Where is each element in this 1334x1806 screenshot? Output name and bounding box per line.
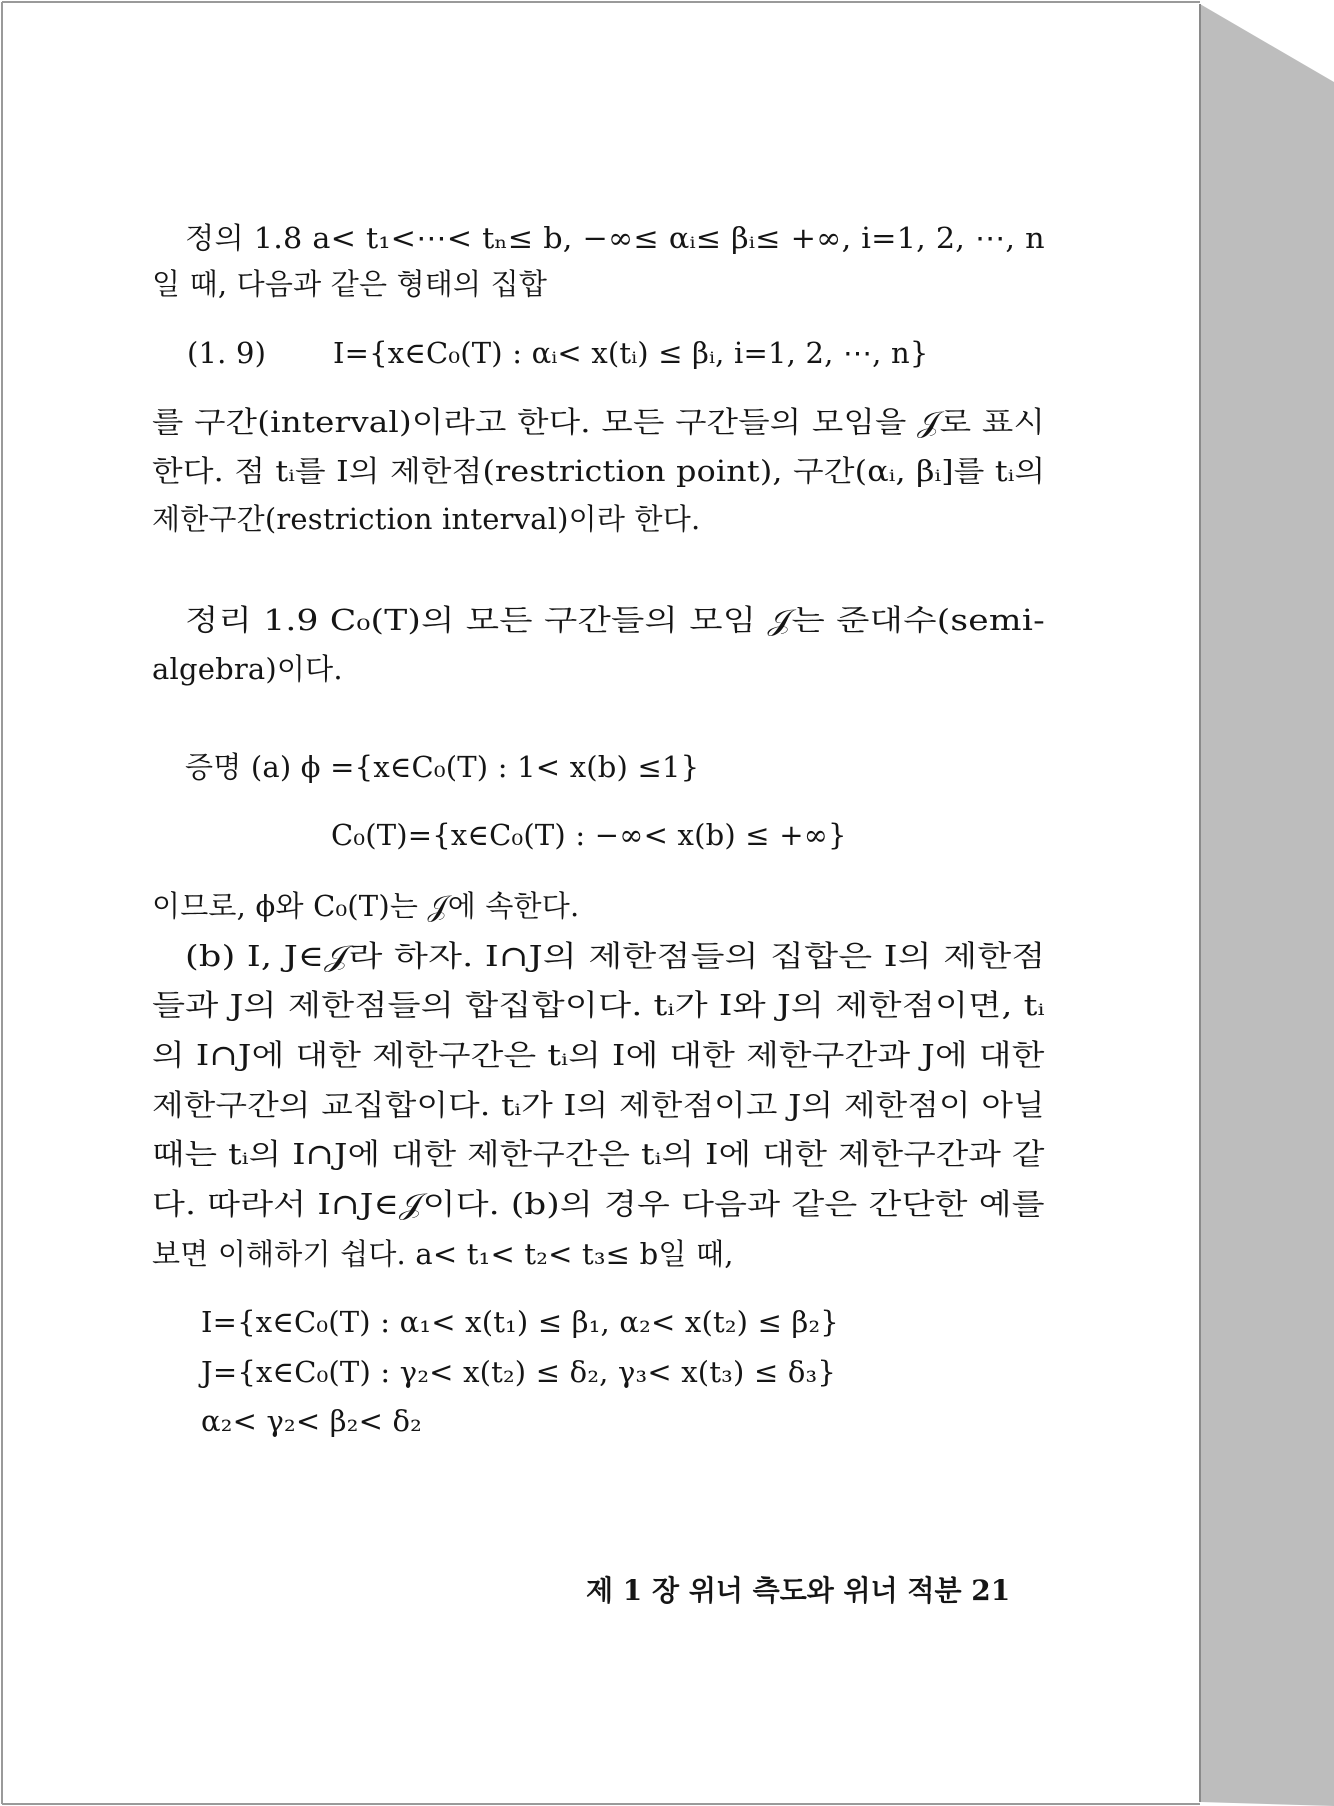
definition-line-2: 일 때, 다음과 같은 형태의 집합 <box>152 267 548 301</box>
example-interval-i: I={x∈C₀(T) : α₁< x(t₁) ≤ β₁, α₂< x(t₂) ≤ β₂} <box>201 1305 839 1339</box>
proof-b-line-4: 제한구간의 교집합이다. tᵢ가 I의 제한점이고 J의 제한점이 아닐 <box>152 1088 1045 1122</box>
equation-1-9: I={x∈C₀(T) : αᵢ< x(tᵢ) ≤ βᵢ, i=1, 2, ⋯, n} <box>333 336 929 370</box>
page-footer: 제 1 장 위너 측도와 위너 적분 21 <box>586 1574 1011 1607</box>
definition-line-1: 정의 1.8 a< t₁<⋯< tₙ≤ b, −∞≤ αᵢ≤ βᵢ≤ +∞, i=1, 2, ⋯, n <box>185 221 1045 255</box>
proof-b-line-6: 다. 따라서 I∩J∈𝒥이다. (b)의 경우 다음과 같은 간단한 예를 <box>152 1187 1045 1221</box>
proof-b-line-3: 의 I∩J에 대한 제한구간은 tᵢ의 I에 대한 제한구간과 J에 대한 <box>152 1038 1045 1072</box>
example-interval-j: J={x∈C₀(T) : γ₂< x(t₂) ≤ δ₂, γ₃< x(t₃) ≤ δ₃} <box>201 1355 836 1389</box>
proof-b-line-7: 보면 이해하기 쉽다. a< t₁< t₂< t₃≤ b일 때, <box>152 1237 734 1271</box>
page-side-edge <box>1200 4 1334 1806</box>
equation-label: (1. 9) <box>187 336 267 370</box>
definition-para-1: 를 구간(interval)이라고 한다. 모든 구간들의 모임을 𝒥로 표시 <box>152 405 1046 439</box>
theorem-line-2: algebra)이다. <box>152 652 343 686</box>
proof-b-line-5: 때는 tᵢ의 I∩J에 대한 제한구간은 tᵢ의 I에 대한 제한구간과 같 <box>152 1137 1045 1171</box>
example-inequality: α₂< γ₂< β₂< δ₂ <box>201 1404 422 1438</box>
proof-b-line-1: (b) I, J∈𝒥라 하자. I∩J의 제한점들의 집합은 I의 제한점 <box>185 939 1046 973</box>
proof-a-line: 증명 (a) ϕ ={x∈C₀(T) : 1< x(b) ≤1} <box>185 750 700 784</box>
theorem-line-1: 정리 1.9 C₀(T)의 모든 구간들의 모임 𝒥는 준대수(semi- <box>185 603 1045 637</box>
proof-b-line-2: 들과 J의 제한점들의 합집합이다. tᵢ가 I와 J의 제한점이면, tᵢ <box>152 988 1045 1022</box>
definition-para-3: 제한구간(restriction interval)이라 한다. <box>152 502 701 536</box>
proof-a-line-2: C₀(T)={x∈C₀(T) : −∞< x(b) ≤ +∞} <box>331 818 847 852</box>
definition-para-2: 한다. 점 tᵢ를 I의 제한점(restriction point), 구간(αᵢ, βᵢ]를 tᵢ의 <box>152 454 1046 488</box>
proof-line-3: 이므로, ϕ와 C₀(T)는 𝒥에 속한다. <box>152 889 580 923</box>
